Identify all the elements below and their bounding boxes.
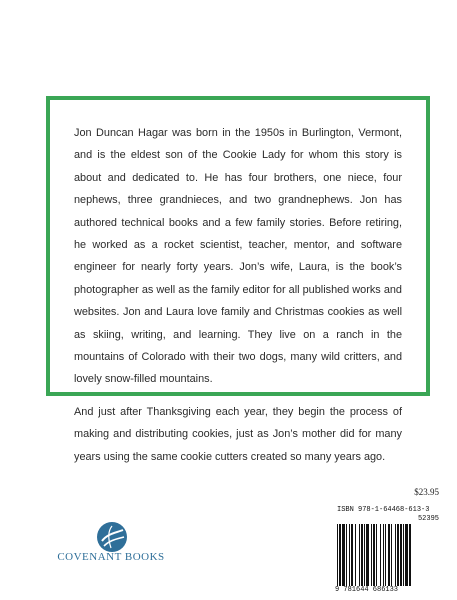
barcode-stripe xyxy=(388,524,390,586)
barcode-stripe xyxy=(405,524,408,586)
bio-paragraph-1: Jon Duncan Hagar was born in the 1950s in Burlington, Vermont, and is the eldest son of the Cookie Lady for whom this story is about and dedicated to. He has four brothers, one niece, four nephews, three grandnieces, and two grandnephews. Jon has authored technical books and a few family stories. Before retiring, he worked as a rocket scientist, teacher, mentor, and software engineer for nearly forty years. Jon’s wife, Laura, is the book’s photographer as well as the family editor for all published works and websites. Jon and Laura love family and Christmas cookies as well as skiing, writing, and learning. They live on a ranch in the mountains of Colorado with their two dogs, many wild critters, and lovely snow-filled mountains. xyxy=(74,127,402,386)
barcode-stripe xyxy=(339,524,341,586)
barcode-stripe xyxy=(383,524,384,586)
barcode-stripe xyxy=(359,524,360,586)
barcode-stripe xyxy=(395,524,396,586)
barcode-bars xyxy=(337,524,441,586)
barcode-stripe xyxy=(391,524,392,586)
barcode-digits: 9 781644 686133 xyxy=(335,586,399,594)
barcode-stripe xyxy=(373,524,375,586)
barcode-stripe xyxy=(400,524,402,586)
publisher-name: COVENANT BOOKS xyxy=(57,551,165,563)
barcode-stripe xyxy=(355,524,356,586)
publisher-logo xyxy=(36,521,186,566)
barcode-stripe xyxy=(409,524,411,586)
barcode-stripe xyxy=(361,524,363,586)
barcode-block xyxy=(333,487,445,595)
barcode-stripe xyxy=(403,524,404,586)
barcode-stripe xyxy=(351,524,353,586)
barcode-stripe xyxy=(349,524,350,586)
price-label: $23.95 xyxy=(414,487,439,497)
globe-icon xyxy=(96,521,128,553)
barcode-stripe xyxy=(385,524,386,586)
barcode-stripe xyxy=(397,524,399,586)
barcode-stripe xyxy=(337,524,338,586)
author-bio-box xyxy=(46,96,430,463)
barcode-stripe xyxy=(371,524,372,586)
bio-paragraph-2: And just after Thanksgiving each year, they begin the process of making and distributing cookies, just as Jon’s mother did for many years using the same cookie cutters created so many years ago. xyxy=(74,405,402,463)
isbn-label: ISBN 978-1-64468-613-3 xyxy=(337,506,430,514)
barcode-stripe xyxy=(346,524,347,586)
barcode-stripe xyxy=(342,524,345,586)
addon-code: 52395 xyxy=(417,515,439,523)
barcode-stripe xyxy=(366,524,369,586)
barcode-stripe xyxy=(364,524,365,586)
barcode-stripe xyxy=(380,524,381,586)
barcode-stripe xyxy=(376,524,377,586)
